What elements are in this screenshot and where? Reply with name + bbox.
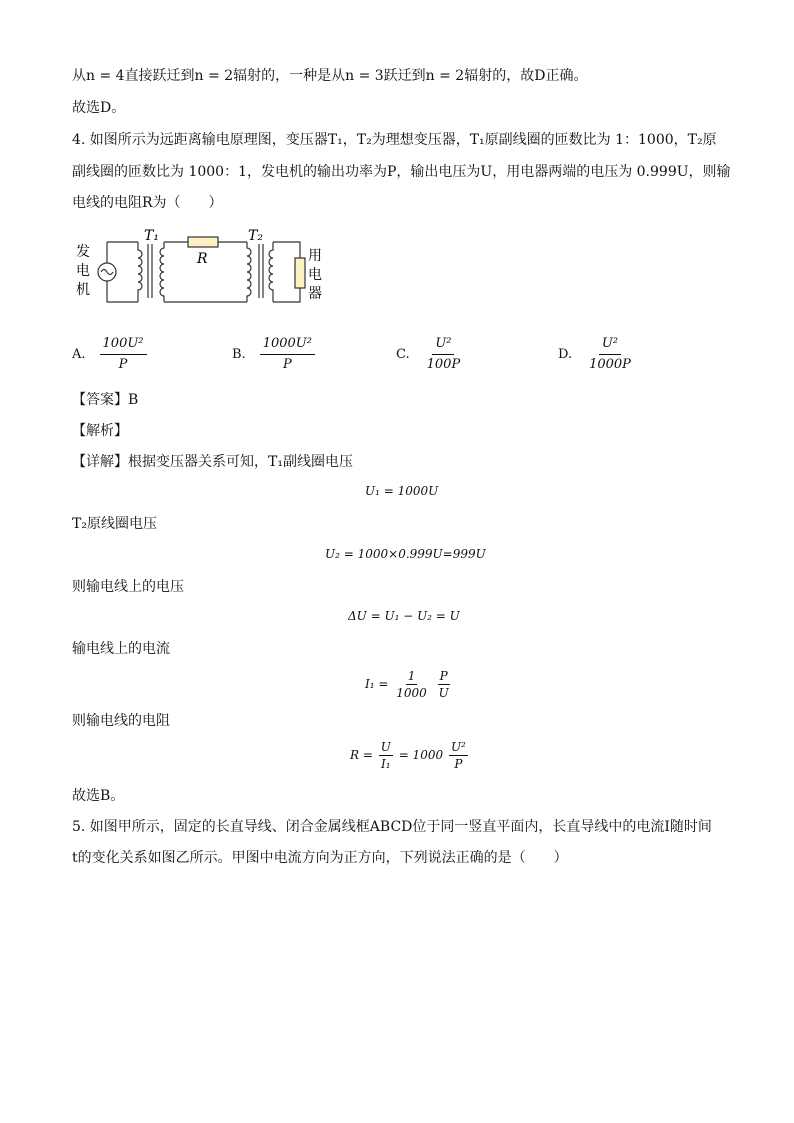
load-label-char: 电 <box>308 267 322 283</box>
previous-conclusion: 故选D。 <box>72 100 126 116</box>
q4-text-line-1: 4. 如图所示为远距离输电原理图，变压器T₁，T₂为理想变压器，T₁原副线圈的匝数比为 1：1000，T₂原 <box>72 132 717 148</box>
option-d-fraction: $\frac{\text{U²}}{1000P}$ <box>589 336 631 372</box>
t2-label: T₂ <box>248 228 263 244</box>
generator-label-char: 电 <box>76 263 90 279</box>
t1-secondary-coil <box>160 242 164 302</box>
generator-label-char: 发 <box>76 244 90 260</box>
line-voltage-text: 则输电线上的电压 <box>72 579 184 595</box>
load-appliance <box>295 258 305 288</box>
option-c-label: C. <box>396 347 410 362</box>
equation-u1: U₁ = 1000U <box>365 484 439 498</box>
equation-r: R = $\frac{U}{\text{I₁}}$ = 1000 $\frac{\text{U²}}{P}$ <box>350 740 466 771</box>
generator-label-char: 机 <box>76 282 90 298</box>
t2-secondary-coil <box>269 242 273 302</box>
detail-line: 【详解】根据变压器关系可知，T₁副线圈电压 <box>72 454 353 470</box>
option-d[interactable] <box>558 334 634 375</box>
option-b[interactable] <box>232 334 315 375</box>
option-d-label: D. <box>558 347 573 362</box>
option-b-label: B. <box>232 347 246 362</box>
option-c[interactable] <box>396 334 463 375</box>
resistor-r <box>188 237 218 247</box>
analysis-title: 【解析】 <box>72 423 128 439</box>
previous-solution-line: 从n = 4直接跃迁到n = 2辐射的，一种是从n = 3跃迁到n = 2辐射的，故D正确。 <box>72 68 588 84</box>
r-label: R <box>197 251 208 267</box>
option-b-fraction: $\frac{\text{1000U²}}{P}$ <box>260 334 315 375</box>
q4-text-line-2: 副线圈的匝数比为 1000：1，发电机的输出功率为P，输出电压为U，用电器两端的电压为 0.999U，则输 <box>72 164 731 180</box>
load-label-char: 用 <box>308 248 322 264</box>
q5-text-line-1: 5. 如图甲所示，固定的长直导线、闭合金属线框ABCD位于同一竖直平面内，长直导线中的电流I随时间 <box>72 819 712 835</box>
option-c-fraction: $\frac{\text{U²}}{100P}$ <box>426 336 461 372</box>
equation-u2: U₂ = 1000×0.999U=999U <box>325 547 486 561</box>
q4-text-line-3: 电线的电阻R为（ ） <box>72 195 223 211</box>
option-a[interactable] <box>72 334 147 375</box>
t1-primary-coil <box>138 242 142 302</box>
answer-line: 【答案】B <box>72 392 139 408</box>
t2-primary-coil <box>247 242 251 302</box>
equation-delta-u: ΔU = U₁ − U₂ = U <box>348 609 460 623</box>
option-a-fraction: $\frac{\text{100U²}}{P}$ <box>100 334 147 375</box>
equation-i1: I₁ = $\frac{1}{1000}$ $\frac{P}{U}$ <box>365 669 449 700</box>
t2-primary-voltage-line: T₂原线圈电压 <box>72 516 157 532</box>
line-resistance-text: 则输电线的电阻 <box>72 713 170 729</box>
conclusion-line: 故选B。 <box>72 788 125 804</box>
option-a-label: A. <box>72 347 86 362</box>
q5-text-line-2: t的变化关系如图乙所示。甲图中电流方向为正方向，下列说法正确的是（ ） <box>72 850 568 866</box>
transmission-circuit-diagram <box>72 228 362 308</box>
t1-label: T₁ <box>144 228 159 244</box>
line-current-text: 输电线上的电流 <box>72 641 170 657</box>
load-label-char: 器 <box>308 286 322 302</box>
